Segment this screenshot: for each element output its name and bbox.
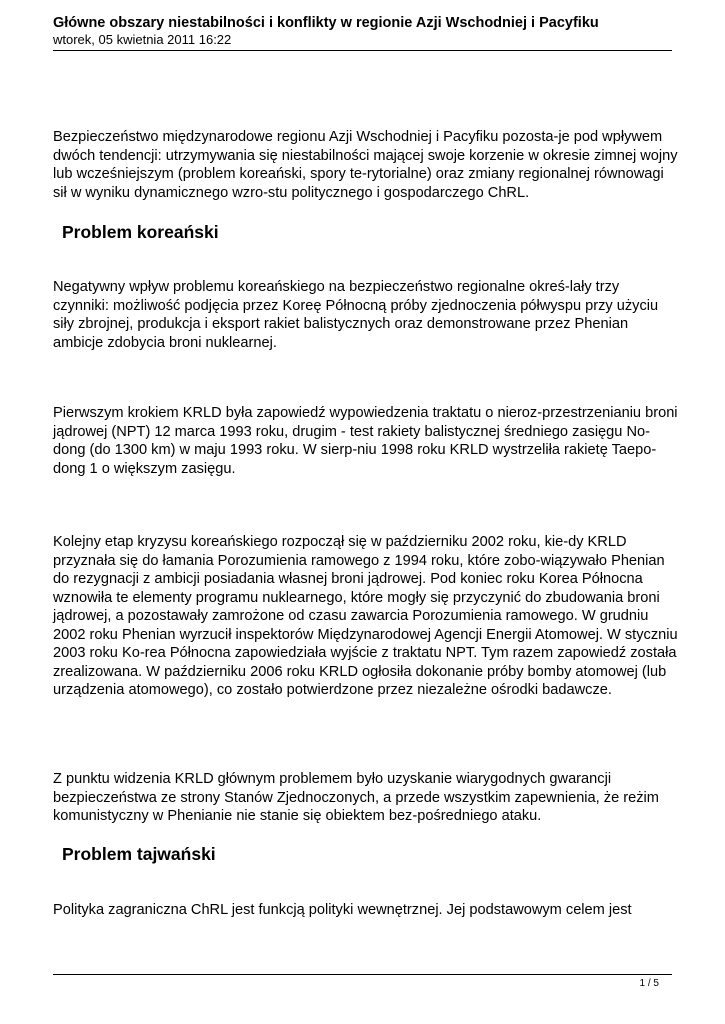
footer-divider — [53, 974, 672, 975]
korea-paragraph-1: Negatywny wpływ problemu koreańskiego na bezpieczeństwo regionalne okreś-lały trzy czynniki: możliwość podjęcia przez Koreę Północną próby zjednoczenia półwyspu przy użyciu siły zbrojnej, produkcja i eksport rakiet balistycznych oraz demonstrowane przez Phenian ambicje zdobycia broni nuklearnej. — [53, 279, 659, 351]
header-divider — [53, 50, 672, 51]
taiwan-paragraph-1: Polityka zagraniczna ChRL jest funkcją polityki wewnętrznej. Jej podstawowym celem jest — [53, 902, 632, 918]
korea-paragraph-4: Z punktu widzenia KRLD głównym problemem było uzyskanie wiarygodnych gwarancji bezpieczeństwa ze strony Stanów Zjednoczonych, a przede wszystkim zapewnienia, że reżim komunistyczny w Phenianie nie stanie się obiektem bez-pośredniego ataku. — [53, 771, 659, 824]
section-heading-korea: Problem koreański — [62, 222, 219, 242]
page-number: 1 / 5 — [639, 978, 659, 989]
korea-paragraph-3: Kolejny etap kryzysu koreańskiego rozpoczął się w październiku 2002 roku, kie-dy KRLD przyznała się do łamania Porozumienia ramowego z 1994 roku, które zobo-wiązywało Phenian do rezygnacji z ambicji posiadania własnej broni jądrowej. Pod koniec roku Korea Północna wznowiła te elementy programu nuklearnego, które mogły się przyczynić do zbudowania broni jądrowej, a pozostawały zamrożone od czasu zawarcia Porozumienia ramowego. W grudniu 2002 roku Phenian wyrzucił inspektorów Międzynarodowej Agencji Energii Atomowej. W styczniu 2003 roku Ko-rea Północna zapowiedziała wyjście z traktatu NPT. Tym razem zapowiedź została zrealizowana. W październiku 2006 roku KRLD ogłosiła dokonanie próby bomby atomowej (lub urządzenia atomowego), co zostało potwierdzone przez niezależne ośrodki badawcze. — [53, 534, 678, 698]
document-title: Główne obszary niestabilności i konflikty w regionie Azji Wschodniej i Pacyfiku — [53, 15, 599, 31]
document-date: wtorek, 05 kwietnia 2011 16:22 — [53, 32, 232, 47]
korea-paragraph-2: Pierwszym krokiem KRLD była zapowiedź wypowiedzenia traktatu o nieroz-przestrzenianiu broni jądrowej (NPT) 12 marca 1993 roku, drugim - test rakiety balistycznej średniego zasięgu No-dong (do 1300 km) w maju 1993 roku. W sierp-niu 1998 roku KRLD wystrzeliła rakietę Taepo-dong 1 o większym zasięgu. — [53, 405, 678, 477]
section-heading-taiwan: Problem tajwański — [62, 844, 216, 864]
intro-paragraph: Bezpieczeństwo międzynarodowe regionu Azji Wschodniej i Pacyfiku pozosta-je pod wpływem dwóch tendencji: utrzymywania się niestabilności mającej swoje korzenie w okresie zimnej wojny lub wcześniejszym (problem koreański, spory te-rytorialne) oraz zmiany regionalnej równowagi sił w wyniku dynamicznego wzro-stu politycznego i gospodarczego ChRL. — [53, 129, 678, 201]
